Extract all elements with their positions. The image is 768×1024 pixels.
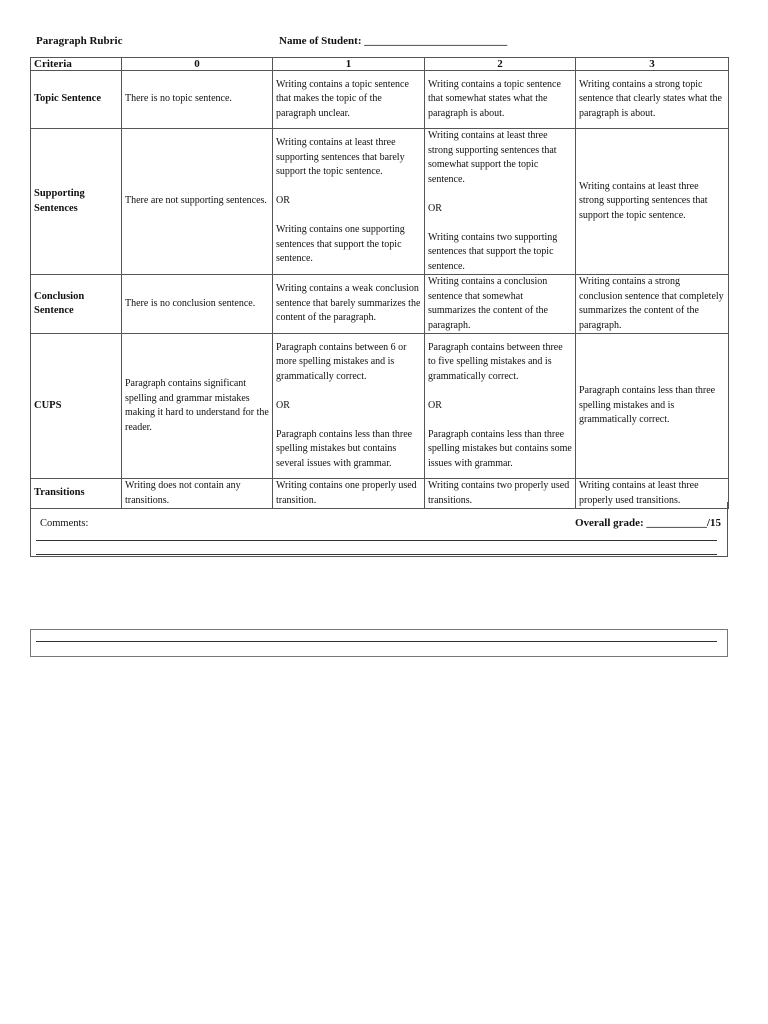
rubric-header <box>36 35 736 51</box>
extra-comment-box <box>30 629 728 657</box>
overall-grade-field[interactable]: Overall grade: ___________/15 <box>574 517 721 529</box>
table-row-supporting-sentences <box>31 129 729 275</box>
table-cell: Paragraph contains between three to five spelling mistakes and is grammatically correct. OR Paragraph contains less than three spelling mistakes but contains some issues with grammar. <box>425 334 576 479</box>
table-cell: Writing contains two properly used transitions. <box>425 479 576 509</box>
column-header-criteria: Criteria <box>31 58 122 71</box>
table-cell: Writing contains a conclusion sentence that somewhat summarizes the content of the paragraph. <box>425 275 576 334</box>
table-cell: Writing contains one properly used transition. <box>273 479 425 509</box>
column-header-score-0: 0 <box>122 58 273 71</box>
comment-line[interactable] <box>36 641 717 642</box>
table-row-cups <box>31 334 729 479</box>
header-row <box>31 58 729 71</box>
table-cell: Writing contains at least three properly used transitions. <box>576 479 729 509</box>
column-header-score-2: 2 <box>425 58 576 71</box>
table-cell: Writing contains a topic sentence that somewhat states what the paragraph is about. <box>425 71 576 129</box>
table-cell: Paragraph contains less than three spelling mistakes and is grammatically correct. <box>576 334 729 479</box>
comments-label: Comments: <box>40 518 89 529</box>
table-cell: Writing contains a topic sentence that makes the topic of the paragraph unclear. <box>273 71 425 129</box>
rubric-table <box>30 57 729 509</box>
comment-line[interactable] <box>36 540 717 541</box>
table-row-conclusion-sentence <box>31 275 729 334</box>
criterion-cups: CUPS <box>31 334 122 479</box>
criterion-topic-sentence: Topic Sentence <box>31 71 122 129</box>
comment-line[interactable] <box>36 554 717 555</box>
criterion-supporting-sentences: Supporting Sentences <box>31 129 122 275</box>
table-cell: Paragraph contains between 6 or more spelling mistakes and is grammatically correct. OR Paragraph contains less than three spelling mistakes but contains several issues with grammar. <box>273 334 425 479</box>
table-cell: There is no topic sentence. <box>122 71 273 129</box>
comments-section <box>30 502 728 557</box>
student-name-field[interactable]: Name of Student: __________________________ <box>279 35 508 47</box>
table-cell: Writing contains a weak conclusion sentence that barely summarizes the content of the paragraph. <box>273 275 425 334</box>
rubric-title: Paragraph Rubric <box>36 35 123 47</box>
column-header-score-1: 1 <box>273 58 425 71</box>
criterion-conclusion-sentence: Conclusion Sentence <box>31 275 122 334</box>
table-cell: There are not supporting sentences. <box>122 129 273 275</box>
table-cell: Writing contains at least three strong supporting sentences that somewhat support the topic sentence. OR Writing contains two supporting sentences that support the topic sentence. <box>425 129 576 275</box>
table-cell: Writing does not contain any transitions. <box>122 479 273 509</box>
criterion-transitions: Transitions <box>31 479 122 509</box>
table-cell: Writing contains at least three supporting sentences that barely support the topic sentence. OR Writing contains one supporting sentences that support the topic sentence. <box>273 129 425 275</box>
table-cell: Writing contains a strong topic sentence that clearly states what the paragraph is about. <box>576 71 729 129</box>
table-cell: Writing contains at least three strong supporting sentences that support the topic sentence. <box>576 129 729 275</box>
table-cell: Paragraph contains significant spelling and grammar mistakes making it hard to understand for the reader. <box>122 334 273 479</box>
table-cell: Writing contains a strong conclusion sentence that completely summarizes the content of the paragraph. <box>576 275 729 334</box>
table-row-topic-sentence <box>31 71 729 129</box>
column-header-score-3: 3 <box>576 58 729 71</box>
table-cell: There is no conclusion sentence. <box>122 275 273 334</box>
